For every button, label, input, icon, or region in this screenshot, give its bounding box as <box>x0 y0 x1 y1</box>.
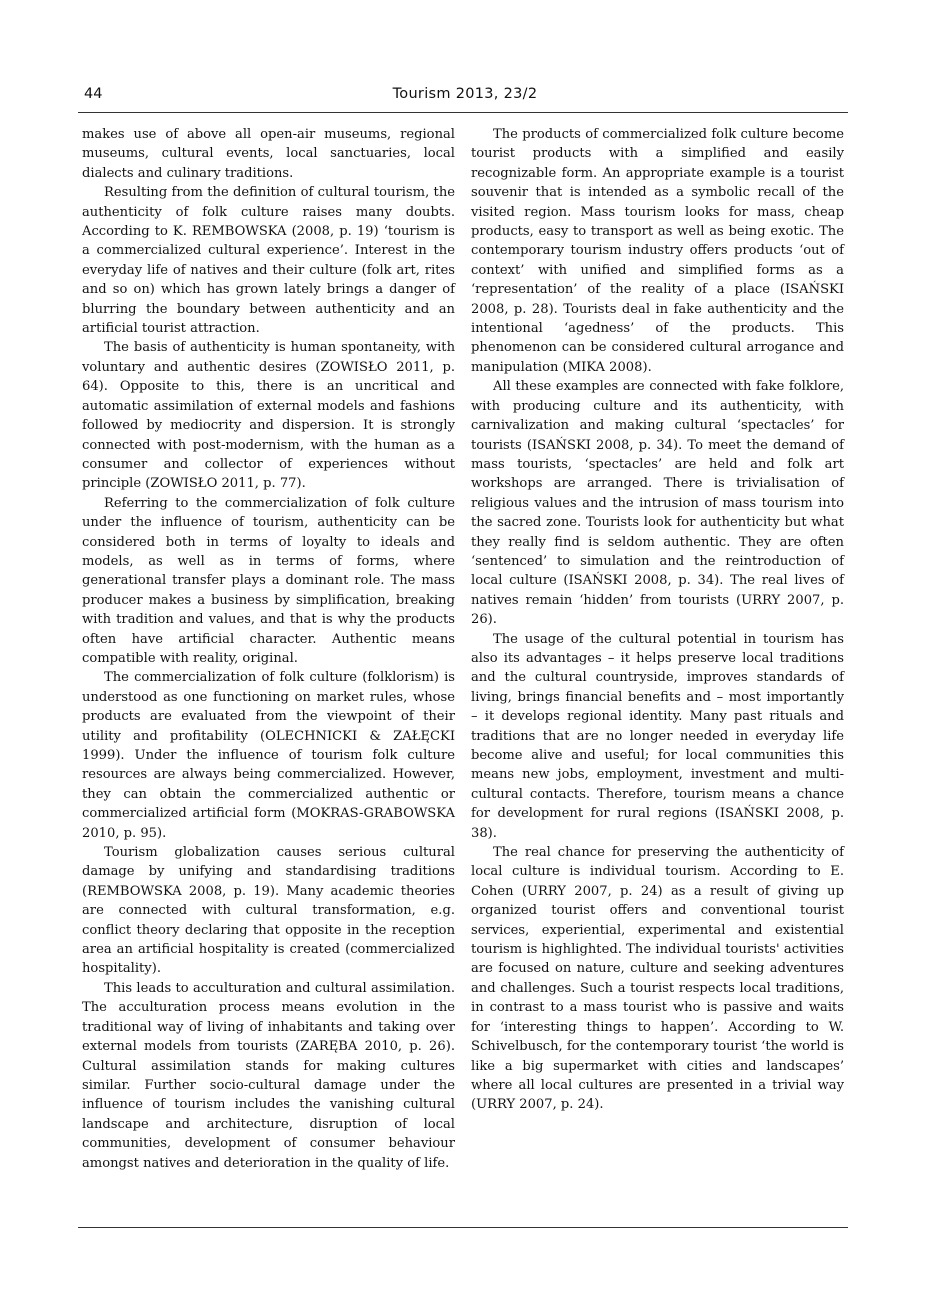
right-column <box>471 125 844 1115</box>
left-column <box>82 125 455 1173</box>
page-number: 44 <box>84 86 103 102</box>
paragraph: The commercialization of folk culture (folklorism) is understood as one functioning on market rules, whose products are evaluated from the viewpoint of their utility and profitability (OLECHNICKI & ZAŁĘCKI 1999). Under the influence of tourism folk culture resources are always being commercialized. However, they can obtain the commercialized authentic or commercialized artificial form (MOKRAS-GRABOWSKA 2010, p. 95). <box>82 670 455 841</box>
header-rule <box>78 112 848 113</box>
paragraph: The basis of authenticity is human spontaneity, with voluntary and authentic desires (ZOWISŁO 2011, p. 64). Opposite to this, there is an uncritical and automatic assimilation of external models and fashions followed by mediocrity and dispersion. It is strongly connected with post-modernism, with the human as a consumer and collector of experiences without principle (ZOWISŁO 2011, p. 77). <box>82 340 455 492</box>
paragraph: Tourism globalization causes serious cultural damage by unifying and standardising traditions (REMBOWSKA 2008, p. 19). Many academic theories are connected with cultural transformation, e.g. conflict theory declaring that opposite in the reception area an artificial hospitality is created (commercialized hospitality). <box>82 845 455 977</box>
paragraph: Resulting from the definition of cultural tourism, the authenticity of folk culture raises many doubts. According to K. REMBOWSKA (2008, p. 19) ‘tourism is a commercialized cultural experience’. Interest in the everyday life of natives and their culture (folk art, rites and so on) which has grown lately brings a danger of blurring the boundary between authenticity and an artificial tourist attraction. <box>82 185 455 337</box>
paragraph: makes use of above all open-air museums, regional museums, cultural events, local sanctuaries, local dialects and culinary traditions. <box>82 127 455 181</box>
footer-rule <box>78 1227 848 1228</box>
paragraph: The usage of the cultural potential in tourism has also its advantages – it helps preserve local traditions and the cultural countryside, improves standards of living, brings financial benefits and – most importantly – it develops regional identity. Many past rituals and traditions that are no longer needed in everyday life become alive and useful; for local communities this means new jobs, employment, investment and multi-cultural contacts. Therefore, tourism means a chance for development for rural regions (ISAŃSKI 2008, p. 38). <box>471 631 844 841</box>
paragraph: Referring to the commercialization of folk culture under the influence of tourism, authenticity can be considered both in terms of loyalty to ideals and models, as well as in terms of forms, where generational transfer plays a dominant role. The mass producer makes a business by simplification, breaking with tradition and values, and that is why the products often have artificial character. Authentic means compatible with reality, original. <box>82 495 455 666</box>
running-title: Tourism 2013, 23/2 <box>392 86 538 102</box>
paragraph: The products of commercialized folk culture become tourist products with a simplified and easily recognizable form. An appropriate example is a tourist souvenir that is intended as a symbolic recall of the visited region. Mass tourism looks for mass, cheap products, easy to transport as well as being exotic. The contemporary tourism industry offers products ‘out of context’ with unified and simplified forms as a ‘representation’ of the reality of a place (ISAŃSKI 2008, p. 28). Tourists deal in fake authenticity and the intentional ‘agedness’ of the products. This phenomenon can be considered cultural arrogance and manipulation (MIKA 2008). <box>471 127 844 375</box>
paragraph: The real chance for preserving the authenticity of local culture is individual tourism. According to E. Cohen (URRY 2007, p. 24) as a result of giving up organized tourist offers and conventional tourist services, experiential, experimental and existential tourism is highlighted. The individual tourists' activities are focused on nature, culture and seeking adventures and challenges. Such a tourist respects local traditions, in contrast to a mass tourist who is passive and waits for ‘interesting things to happen’. According to W. Schivelbusch, for the contemporary tourist ‘the world is like a big supermarket with cities and landscapes’ where all local cultures are presented in a trivial way (URRY 2007, p. 24). <box>471 845 844 1113</box>
running-header <box>82 86 848 108</box>
paragraph: This leads to acculturation and cultural assimilation. The acculturation process means evolution in the traditional way of living of inhabitants and taking over external models from tourists (ZARĘBA 2010, p. 26). Cultural assimilation stands for making cultures similar. Further socio-cultural damage under the influence of tourism includes the vanishing cultural landscape and architecture, disruption of local communities, development of consumer behaviour amongst natives and deterioration in the quality of life. <box>82 980 455 1171</box>
paragraph: All these examples are connected with fake folklore, with producing culture and its authenticity, with carnivalization and making cultural ‘spectacles’ for tourists (ISAŃSKI 2008, p. 34). To meet the demand of mass tourists, ‘spectacles’ are held and folk art workshops are arranged. There is trivialisation of religious values and the intrusion of mass tourism into the sacred zone. Tourists look for authenticity but what they really find is seldom authentic. They are often ‘sentenced’ to simulation and the reintroduction of local culture (ISAŃSKI 2008, p. 34). The real lives of natives remain ‘hidden’ from tourists (URRY 2007, p. 26). <box>471 379 844 628</box>
